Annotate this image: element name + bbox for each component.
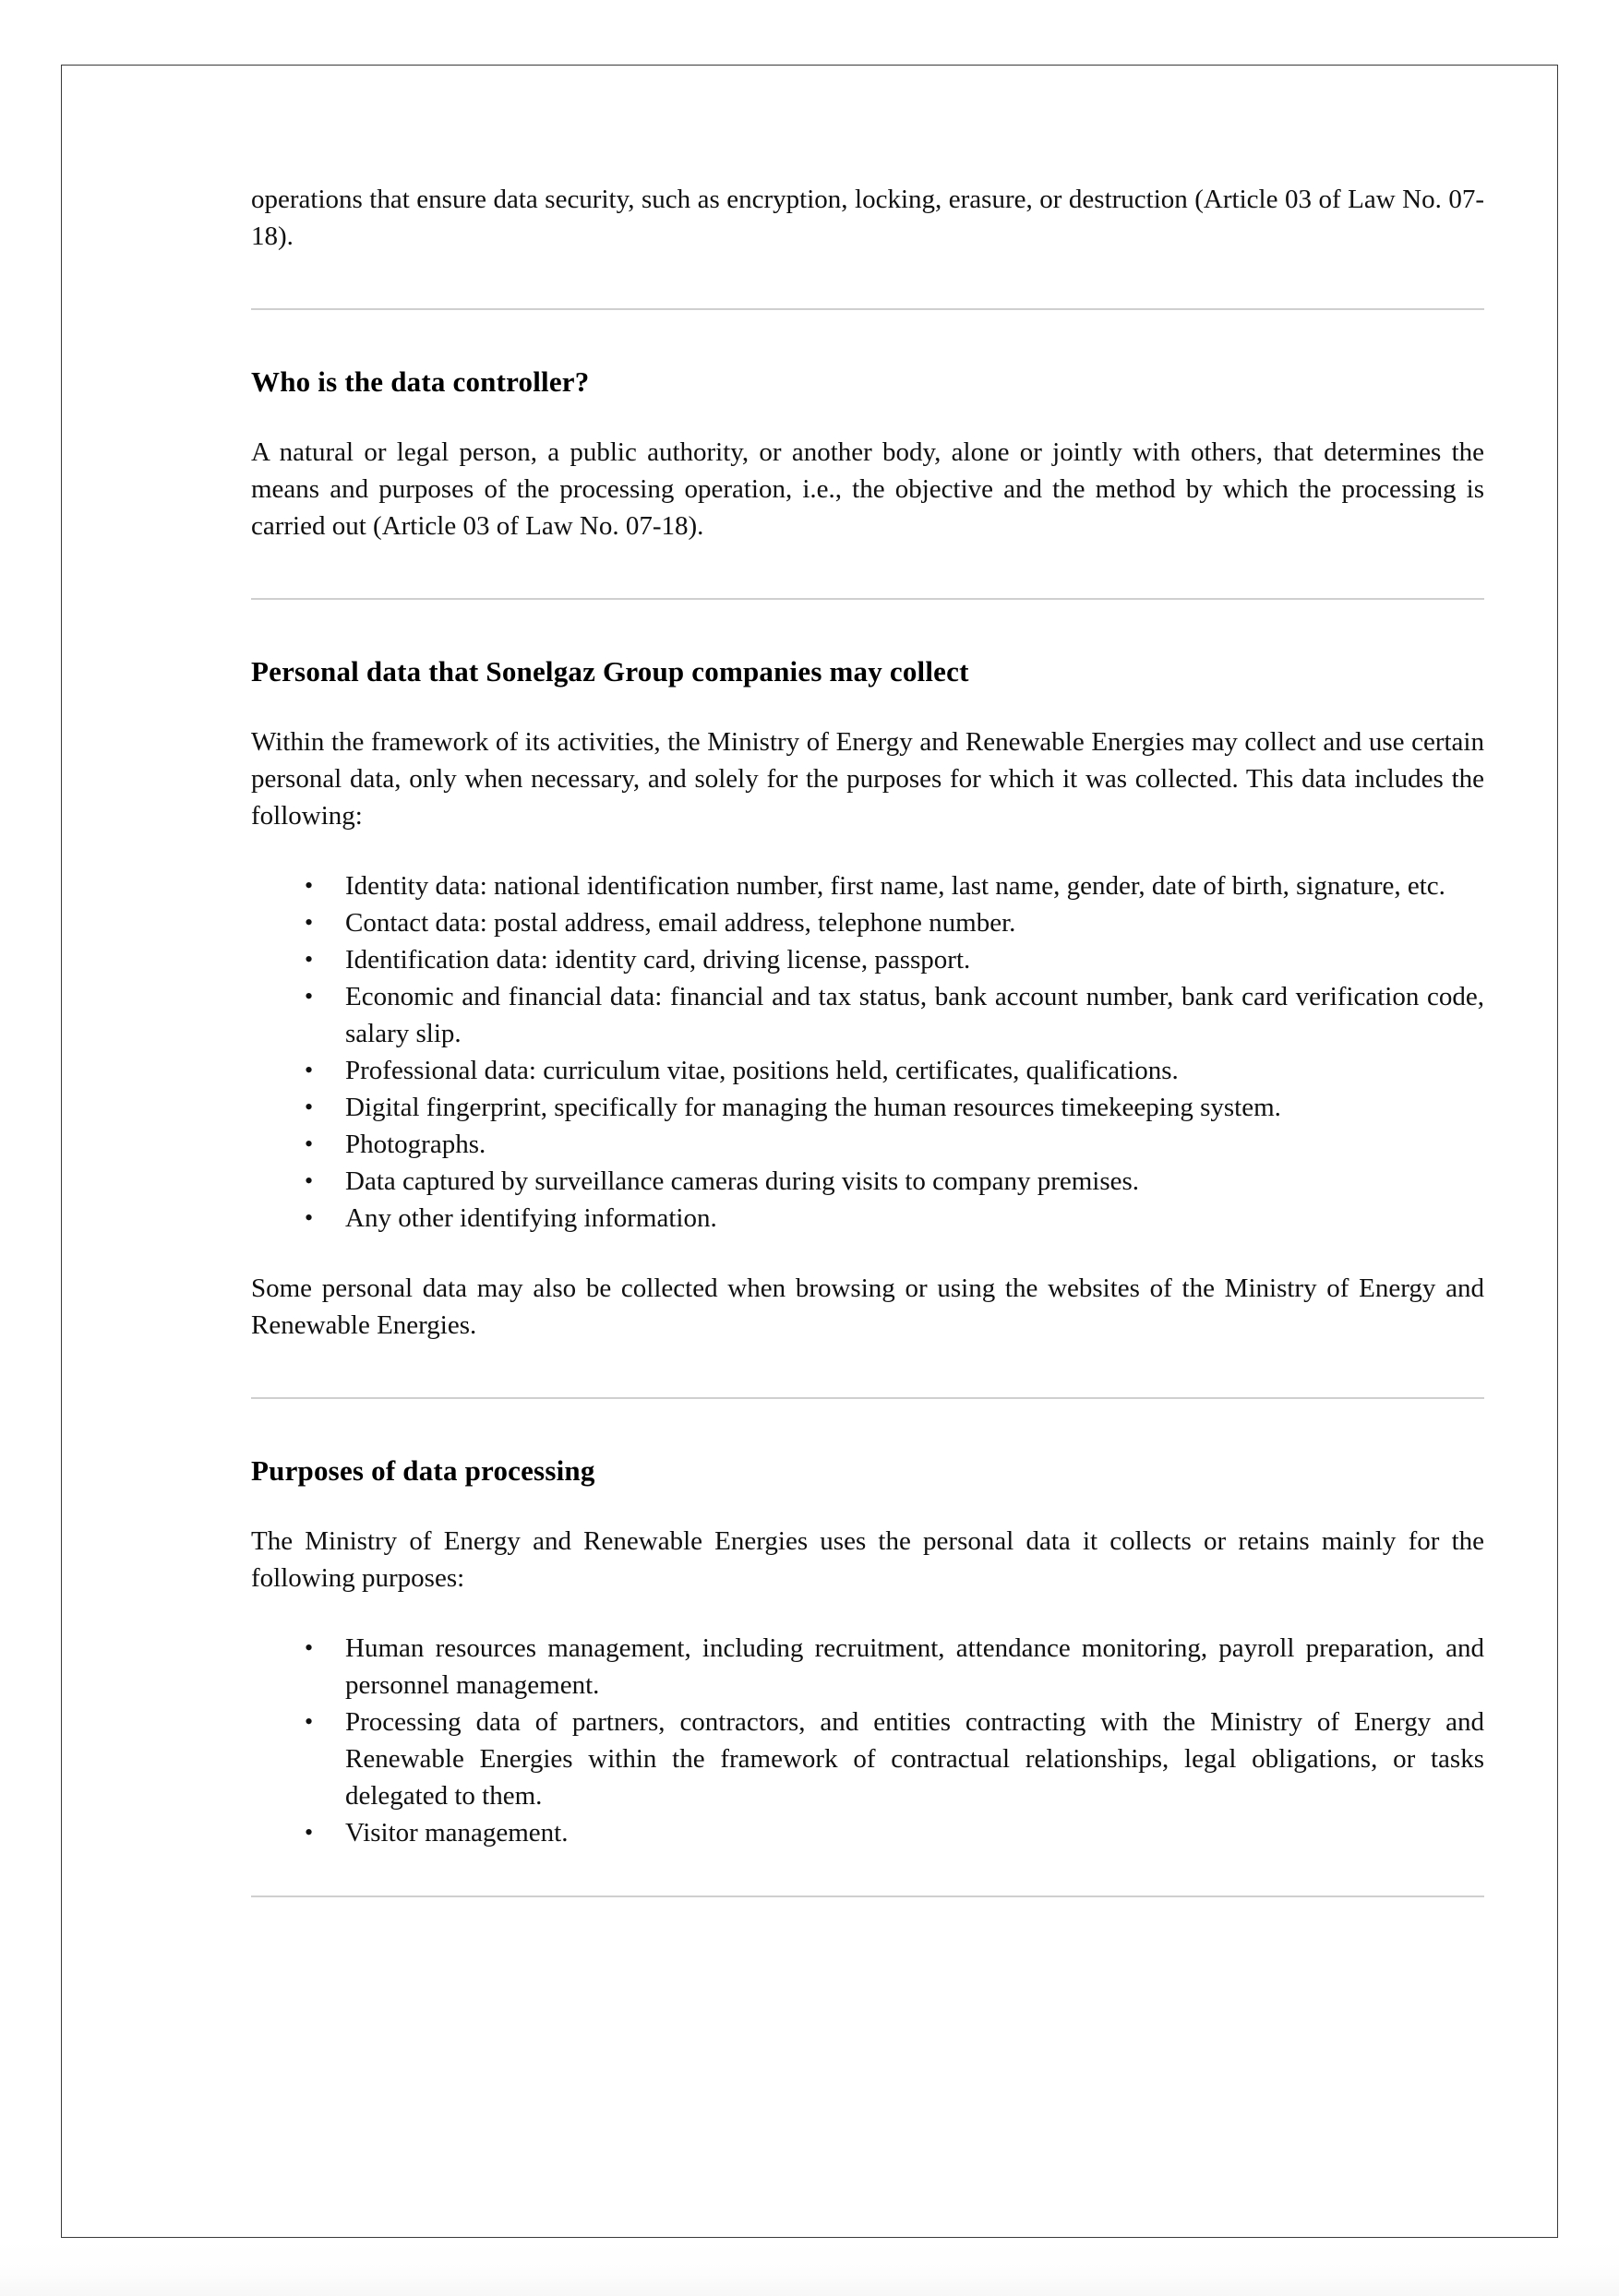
spacer: [251, 834, 1484, 867]
section-heading-purposes: Purposes of data processing: [251, 1454, 595, 1487]
spacer: [251, 1344, 1484, 1397]
intro-paragraph: operations that ensure data security, such as encryption, locking, erasure, or destruction (Article 03 of Law No. 07-18).: [251, 185, 1484, 251]
section-heading-personal-data: Personal data that Sonelgaz Group companies may collect: [251, 655, 969, 688]
list-item: • Processing data of partners, contractors, and entities contracting with the Ministry of Energy and Renewable Energies within the framework of contractual relationships, legal obligations, or tasks delegated to them.: [251, 1704, 1484, 1814]
section-paragraph-data-controller: A natural or legal person, a public authority, or another body, alone or jointly with others, that determines the means and purposes of the processing operation, i.e., the objective and the method by which the processing is carried out (Article 03 of Law No. 07-18).: [251, 437, 1484, 541]
spacer: [251, 1596, 1484, 1630]
section-heading-data-controller: Who is the data controller?: [251, 365, 590, 398]
purposes-bullet-list: [251, 1630, 1484, 1851]
list-item: • Photographs.: [251, 1126, 1484, 1163]
list-item: • Digital fingerprint, specifically for managing the human resources timekeeping system.: [251, 1089, 1484, 1126]
spacer: [251, 255, 1484, 308]
spacer: [251, 544, 1484, 598]
personal-data-bullet-list: [251, 867, 1484, 1237]
spacer: [251, 1399, 1484, 1453]
list-item: • Identification data: identity card, driving license, passport.: [251, 941, 1484, 978]
spacer: [251, 1489, 1484, 1523]
document-page: [61, 65, 1558, 2238]
list-item: • Contact data: postal address, email address, telephone number.: [251, 904, 1484, 941]
page-shadow: [0, 2241, 1619, 2296]
section-lead-personal-data: Within the framework of its activities, the Ministry of Energy and Renewable Energies may collect and use certain personal data, only when necessary, and solely for the purposes for which it was collected. This data includes the following:: [251, 727, 1484, 831]
list-item: • Professional data: curriculum vitae, positions held, certificates, qualifications.: [251, 1052, 1484, 1089]
spacer: [251, 1237, 1484, 1270]
section-closing-personal-data: Some personal data may also be collected when browsing or using the websites of the Ministry of Energy and Renewable Energies.: [251, 1274, 1484, 1340]
section-lead-purposes: The Ministry of Energy and Renewable Energies uses the personal data it collects or retains mainly for the following purposes:: [251, 1526, 1484, 1593]
list-item: • Economic and financial data: financial and tax status, bank account number, bank card verification code, salary slip.: [251, 978, 1484, 1052]
list-item: • Human resources management, including recruitment, attendance monitoring, payroll preparation, and personnel management.: [251, 1630, 1484, 1704]
list-item: • Any other identifying information.: [251, 1200, 1484, 1237]
list-item: • Identity data: national identification number, first name, last name, gender, date of birth, signature, etc.: [251, 867, 1484, 904]
spacer: [251, 401, 1484, 434]
spacer: [251, 1851, 1484, 1895]
document-content: [251, 181, 1484, 1897]
spacer: [251, 600, 1484, 653]
section-divider-4: [251, 1895, 1484, 1897]
list-item: • Data captured by surveillance cameras during visits to company premises.: [251, 1163, 1484, 1200]
spacer: [251, 310, 1484, 364]
list-item: • Visitor management.: [251, 1814, 1484, 1851]
spacer: [251, 690, 1484, 723]
